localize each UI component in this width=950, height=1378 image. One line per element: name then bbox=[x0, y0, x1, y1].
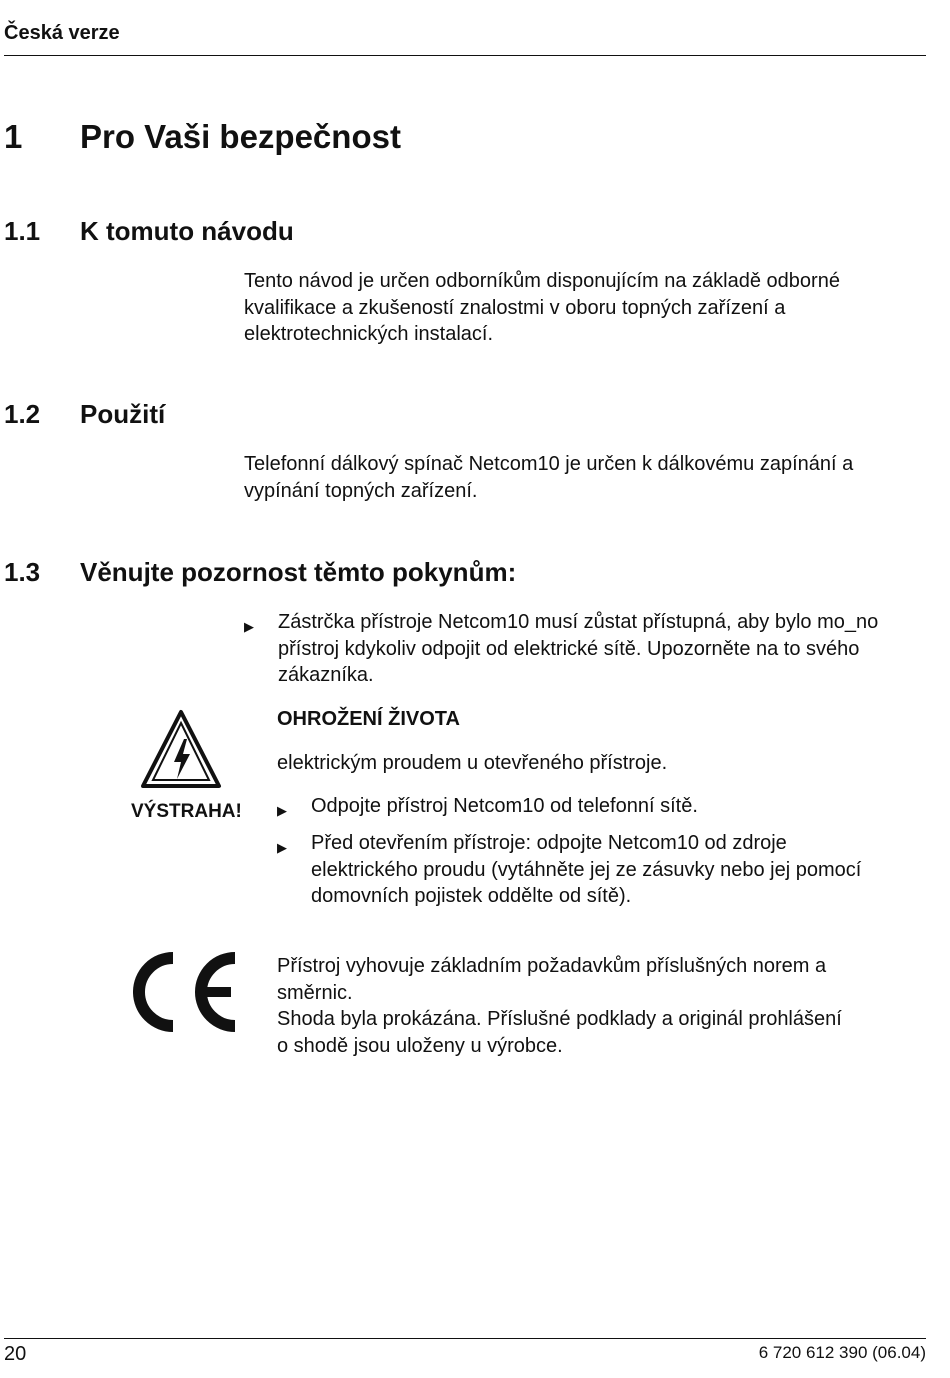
chapter-number: 1 bbox=[4, 118, 23, 155]
bullet-text bbox=[311, 793, 698, 825]
ce-paragraph bbox=[277, 953, 842, 1059]
bullet-text bbox=[278, 609, 878, 689]
warning-title: OHROŽENÍ ŽIVOTA bbox=[277, 708, 460, 730]
bullet-line: Odpojte přístroj Netcom10 od telefonní sítě. bbox=[311, 795, 698, 817]
bullet-arrow-icon: ▶ bbox=[244, 619, 254, 634]
header-section-label: Česká verze bbox=[4, 22, 120, 44]
paragraph-line: elektrotechnických instalací. bbox=[244, 323, 494, 345]
page-number: 20 bbox=[4, 1343, 27, 1365]
bullet-arrow-icon: ▶ bbox=[277, 803, 287, 818]
section-1-1-paragraph bbox=[244, 268, 840, 348]
document-code: 6 720 612 390 (06.04) bbox=[758, 1343, 926, 1362]
bullet-line: Před otevřením přístroje: odpojte Netcom10 od zdroje bbox=[311, 832, 787, 854]
bullet-line: Zástrčka přístroje Netcom10 musí zůstat přístupná, aby bylo mo_no bbox=[278, 611, 879, 633]
bullet-text bbox=[311, 830, 861, 910]
section-1-3-title: Věnujte pozornost těmto pokynům: bbox=[80, 557, 517, 587]
paragraph-line: kvalifikace a zkušeností znalostmi v oboru topných zařízení a bbox=[244, 296, 786, 319]
bullet-line: přístroj kdykoliv odpojit od elektrické sítě. Upozorněte na to svého bbox=[278, 637, 860, 660]
paragraph-line: vypínání topných zařízení. bbox=[244, 479, 478, 502]
section-1-1-title: K tomuto návodu bbox=[80, 216, 294, 246]
section-1-3-number: 1.3 bbox=[4, 557, 41, 587]
paragraph-line: Telefonní dálkový spínač Netcom10 je určen k dálkovému zapínání a bbox=[244, 453, 854, 475]
bullet-arrow-icon: ▶ bbox=[277, 840, 287, 855]
warning-bullet bbox=[277, 793, 917, 825]
section-1-2-paragraph bbox=[244, 451, 853, 504]
ce-mark-icon bbox=[133, 952, 241, 1032]
chapter-title: Pro Vaši bezpečnost bbox=[80, 118, 401, 155]
high-voltage-warning-icon bbox=[140, 709, 222, 789]
section-1-2-title: Použití bbox=[80, 399, 166, 429]
footer-rule bbox=[4, 1338, 926, 1339]
header-rule bbox=[4, 55, 926, 56]
bullet-line: elektrického proudu (vytáhněte jej ze zásuvky nebo jej pomocí bbox=[311, 858, 862, 881]
section-1-3-bullet bbox=[244, 609, 934, 689]
paragraph-line: Tento návod je určen odborníkům disponujícím na základě odborné bbox=[244, 270, 840, 292]
paragraph-line: o shodě jsou uloženy u výrobce. bbox=[277, 1034, 563, 1057]
warning-label: VÝSTRAHA! bbox=[131, 801, 242, 822]
paragraph-line: směrnic. bbox=[277, 981, 353, 1004]
warning-bullet bbox=[277, 830, 917, 910]
paragraph-line: Shoda byla prokázána. Příslušné podklady a originál prohlášení bbox=[277, 1008, 842, 1030]
bullet-line: domovních pojistek oddělte od sítě). bbox=[311, 885, 632, 907]
section-1-1-number: 1.1 bbox=[4, 216, 41, 246]
section-1-2-number: 1.2 bbox=[4, 399, 41, 429]
bullet-line: zákazníka. bbox=[278, 664, 374, 686]
warning-text: elektrickým proudem u otevřeného přístroje. bbox=[277, 752, 668, 774]
paragraph-line: Přístroj vyhovuje základním požadavkům příslušných norem a bbox=[277, 955, 827, 977]
